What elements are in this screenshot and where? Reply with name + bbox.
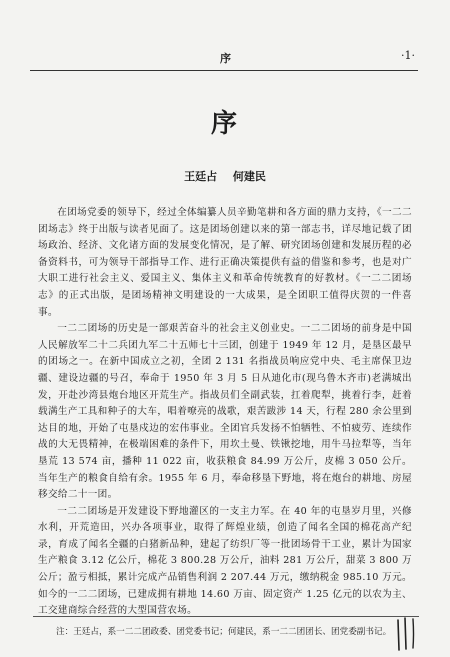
author-name: 何建民 <box>232 170 266 183</box>
author-line <box>0 168 450 184</box>
author-name: 王廷占 <box>184 170 218 183</box>
paragraph: 在团场党委的领导下，经过全体编纂人员辛勤笔耕和各方面的鼎力支持，《一二二团场志》终于出版与读者见面了。这是团场创建以来的第一部志书，详尽地记载了团场政治、经济、文化诸方面的发展变化情况，是了解、研究团场创建和发展历程的必备资料书，可为领导干部指导工作、进行正确决策提供有益的借鉴和参考，也是对广大职工进行社会主义、爱国主义、集体主义和革命传统教育的好教材。《一二二团场志》的正式出版，是团场精神文明建设的一大成果，是全团职工值得庆贺的一件喜事。 <box>38 207 412 318</box>
running-header <box>30 42 415 64</box>
footnote: 注：王廷占，系一二二团政委、团党委书记；何建民，系一二二团团长、团党委副书记。 <box>56 627 392 637</box>
paragraph: 一二二团场的历史是一部艰苦奋斗的社会主义创业史。一二二团场的前身是中国人民解放军二十二兵团九军二十五师七十三团，创建于 1949 年 12 月，是垦区最早的团场之一。在新中国成立之初，全团 2 131 名指战员响应党中央、毛主席保卫边疆、建设边疆的号召，奉命于 1950 年 3 月 5 日从迪化市(现乌鲁木齐市)老满城出发，开赴沙湾县炮台地区开荒生产。指战员们全副武装，扛着爬犁，挑着行李，赶着载满生产工具和种子的大车，唱着嘹亮的战歌，艰苦跋涉 14 天，行程 280 余公里到达目的地，开始了屯垦戍边的宏伟事业。全团官兵发扬不怕牺牲、不怕疲劳、连续作战的大无畏精神，在极端困难的条件下，用坎土曼、铁锹挖地，用牛马拉犁等，当年垦荒 13 574 亩，播种 11 022 亩，收获粮食 84.99 万公斤，皮棉 3 050 公斤。当年生产的粮食自给有余。1955 年 6 月，奉命移垦下野地，将在炮台的耕地、房屋移交给二十一团。 <box>38 323 413 501</box>
running-title: 序 <box>220 52 231 65</box>
page-title: 序 <box>210 109 239 139</box>
preface-body <box>38 205 412 620</box>
handwritten-mark-icon <box>394 616 424 652</box>
page-number: ·1· <box>401 49 415 62</box>
paragraph: 一二二团场是开发建设下野地灌区的一支主力军。在 40 年的屯垦岁月里，兴修水利，开荒造田，兴办各项事业，取得了辉煌业绩，创造了闻名全国的棉花高产纪录，育成了闻名全疆的白猪新品种，建起了纺织厂等一批团场骨干工业，累计为国家生产粮食 3.12 亿公斤，棉花 3 800.28 万公斤，油料 281 万公斤，甜菜 3 800 万公斤；盈亏相抵，累计完成产品销售利润 2 207.44 万元，缴纳税金 985.10 万元。如今的一二二团场，已建成拥有耕地 14.60 万亩、固定资产 1.25 亿元的以农为主、工交建商综合经营的大型国营农场。 <box>38 505 412 617</box>
header-divider <box>30 70 418 71</box>
footnote-divider <box>33 616 419 617</box>
